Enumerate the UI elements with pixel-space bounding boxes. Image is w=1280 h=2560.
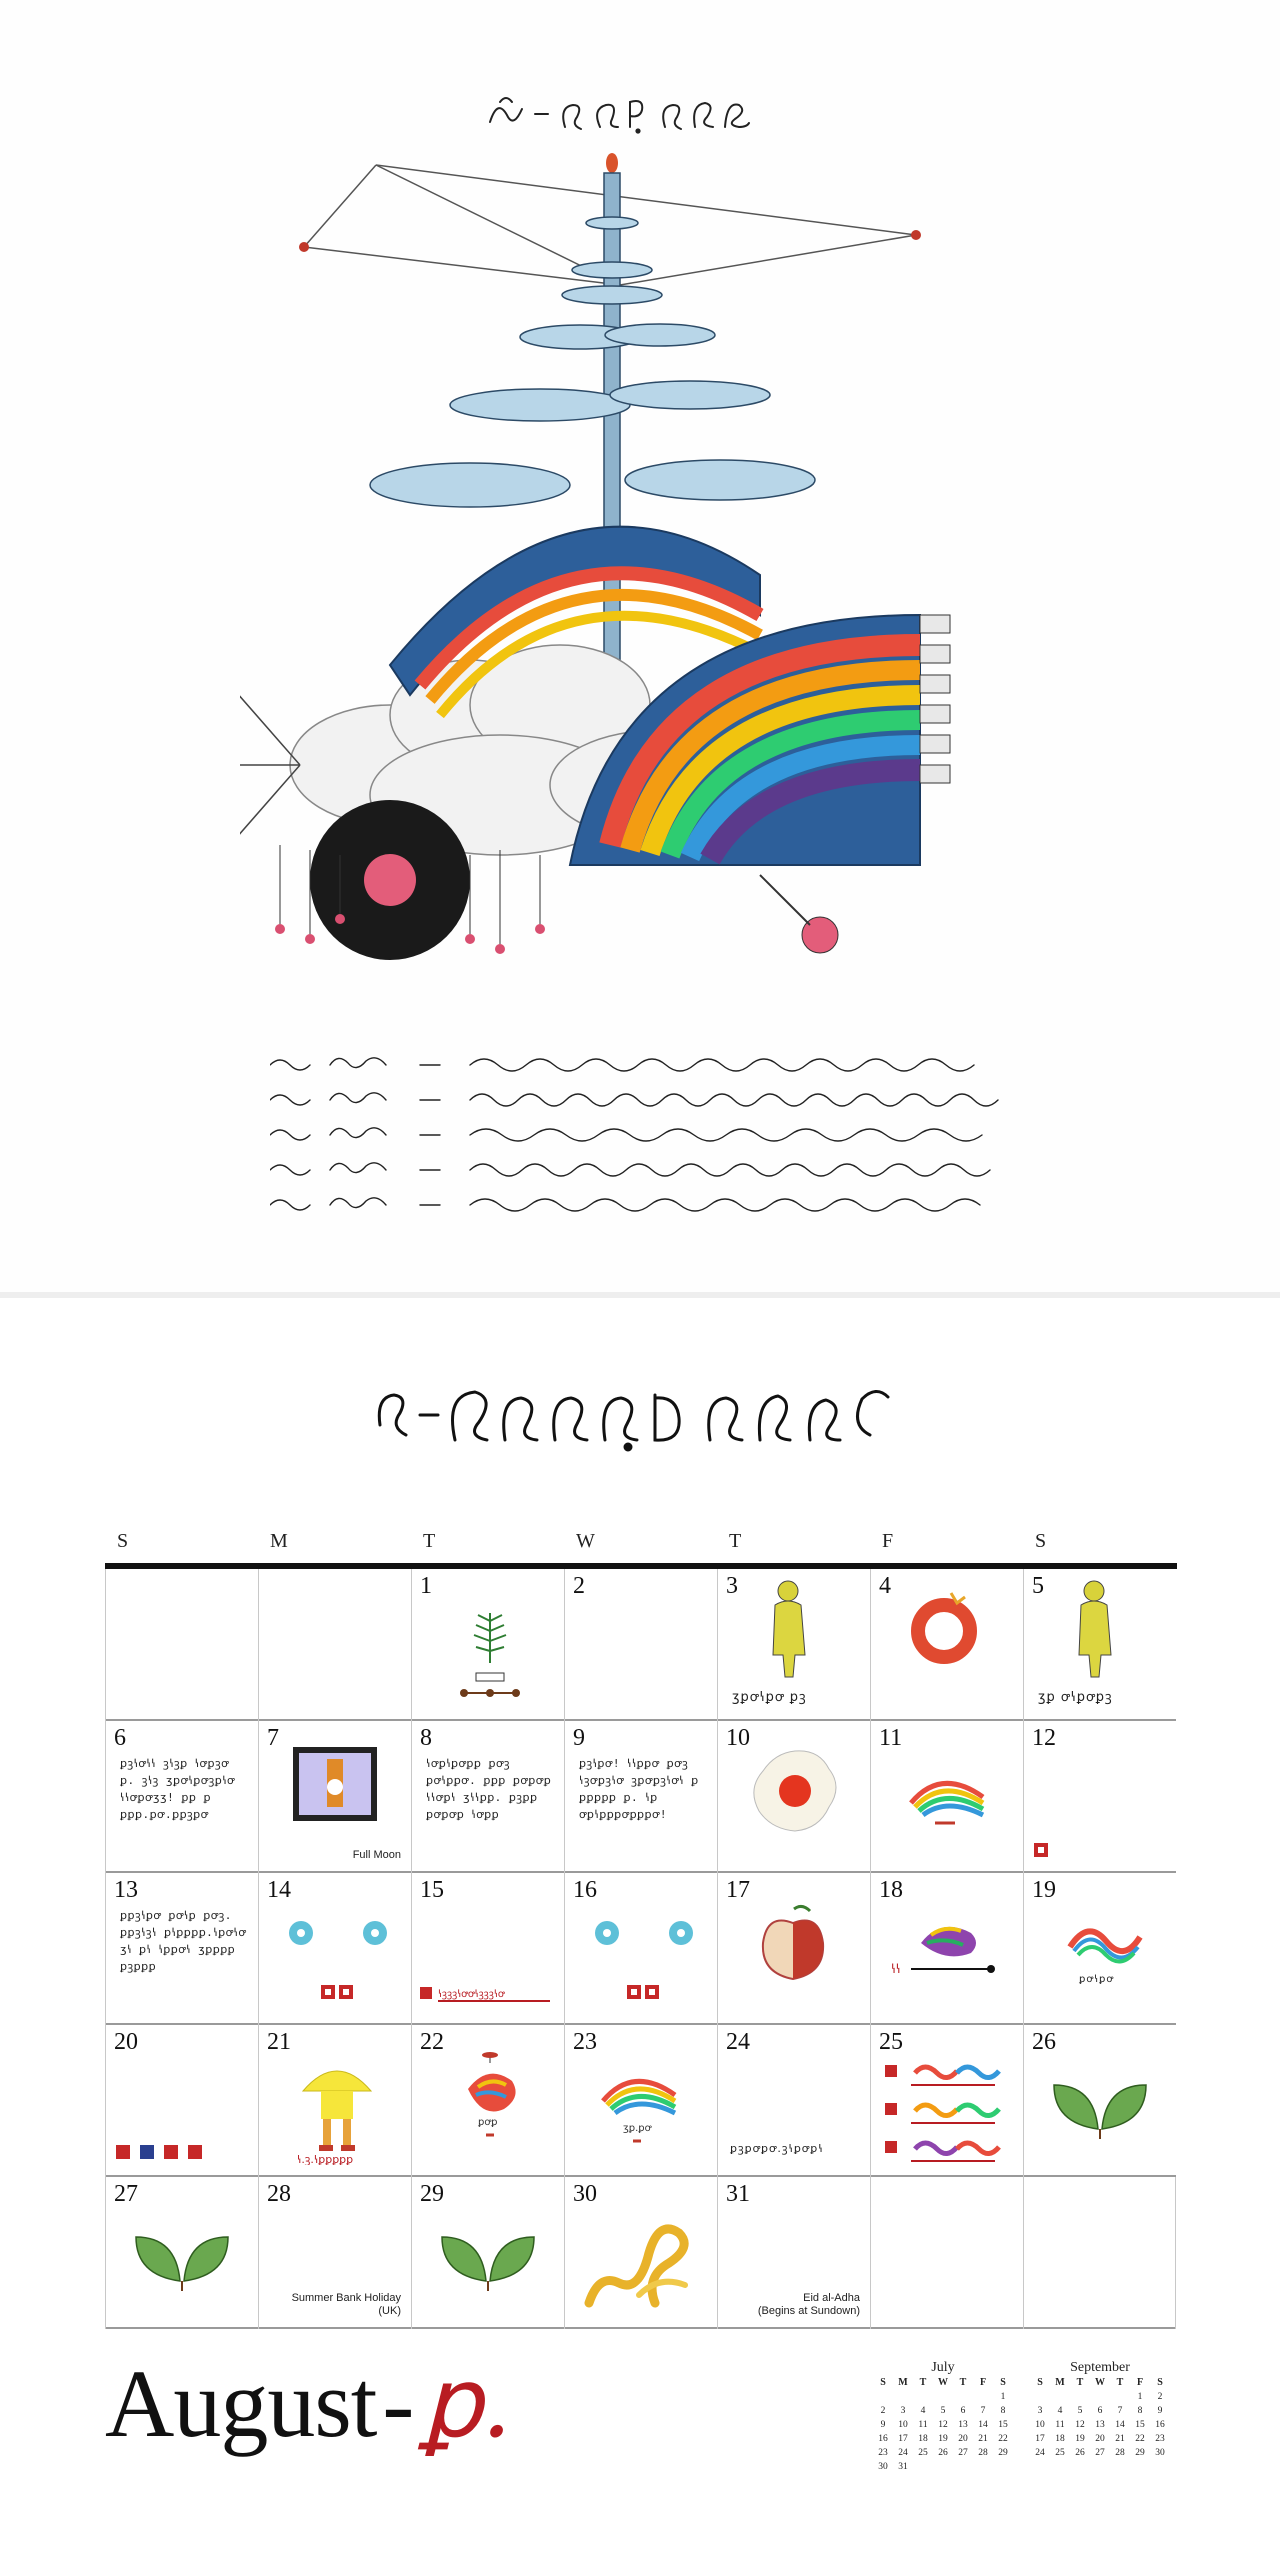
codex-paragraph: ꝇꝍꝑꝇꝑꝍꝑꝑ ꝑꝍꝫ ꝑꝍꝇꝑꝑꝍ. ꝑꝑꝑ ꝑꝍꝑꝍꝑ ꝇꝇꝍꝑꝇ ʒꝇꝇꝑꝑ. ꝑꝫꝑꝑ ꝑꝍꝑꝍꝑ ꝇꝍꝑꝑ [426,1757,552,1821]
plant-sprig-icon [458,1603,522,1703]
mini-day [953,2390,973,2404]
calendar-day-3[interactable] [717,1569,870,1721]
codex-paragraph: ꝑꝫꝇꝑꝍ! ꝇꝇꝑꝑꝍ ꝑꝍꝫ ꝇꝫꝍꝑꝫꝇꝍ ꝫꝑꝍꝑꝫꝇꝍꝇ ꝑ ꝑꝑꝑꝑꝑ ꝑ. ꝇꝑ ꝍꝑꝇꝑꝑꝑꝍꝑꝑꝑꝍ! [579,1757,699,1821]
mini-day: 15 [1135,2420,1145,2430]
mini-weekday: W [938,2377,948,2388]
mini-day: 22 [998,2434,1008,2444]
mini-day: 11 [1055,2420,1065,2430]
green-leaves-icon [1050,2065,1150,2145]
day-number: 29 [420,2181,444,2207]
day-number: 14 [267,1877,291,1903]
calendar-day-22[interactable] [411,2025,564,2177]
mini-day: 10 [1035,2420,1045,2430]
day-number: 12 [1032,1725,1056,1751]
calendar-day-11[interactable] [870,1721,1023,1873]
day-number: 10 [726,1725,750,1751]
calendar-day-21[interactable] [258,2025,411,2177]
mini-day: 21 [978,2434,988,2444]
calendar-day-2[interactable] [564,1569,717,1721]
mini-day: 20 [1095,2434,1105,2444]
mini-day: 27 [1095,2448,1105,2458]
calendar-day-12[interactable] [1023,1721,1176,1873]
codex-paragraph: ꝑꝑꝫꝇꝑꝍ ꝑꝍꝇꝑ ꝑꝍꝫ. ꝑꝑꝫꝇꝫꝇ ꝑꝇꝑꝑꝑꝑ.ꝇꝑꝍꝇꝍ ʒꝇ ꝑꝇ ꝇꝑꝑꝍꝇ ʒꝑꝑꝑꝑ ꝑꝫꝑꝑꝑ [120,1909,247,1973]
calendar-day-31[interactable] [717,2177,870,2329]
month-name-text: August [105,2350,377,2457]
mini-day: 24 [898,2448,908,2458]
calendar-cell-empty [105,1569,258,1721]
codex-paragraph: ꝑꝫꝇꝍꝇꝇ ꝫꝇꝫꝑ ꝇꝍꝑꝫꝍ ꝑ. ꝫꝇꝫ ʒꝑꝍꝇꝑꝍꝫꝑꝇꝍ ꝇꝇꝍꝑꝍʒʒ! ꝑꝑ ꝑ ꝑꝑꝑ.ꝑꝍ.ꝑꝑꝫꝑꝍ [120,1757,235,1821]
red-square-marker-icon [1034,1843,1050,1859]
full-moon-note: Full Moon [352,1849,401,1862]
calendar-day-8[interactable] [411,1721,564,1873]
eid-note [758,2292,860,2320]
mini-weekday: M [898,2377,908,2388]
codex-caption: ꝑꝫꝑꝍꝑꝍ.ꝫꝇꝑꝍꝑꝇ [730,2142,824,2155]
mini-day: 2 [1157,2392,1163,2402]
rainbow-worm-icon [1064,1917,1144,1967]
mini-day: 12 [938,2420,948,2430]
mini-week-row [1030,2418,1170,2432]
day-number: 16 [573,1877,597,1903]
svg-text:ꝇ.ꝫ.ꝇꝑꝑꝑꝑꝑ: ꝇ.ꝫ.ꝇꝑꝑꝑꝑꝑ [297,2153,354,2165]
mini-day: 1 [1000,2392,1006,2402]
day-number: 1 [420,1573,432,1599]
day-number: 13 [114,1877,138,1903]
bank-holiday-note [292,2292,401,2320]
weekday-monday: M [270,1530,288,1552]
parrot-icon [458,2049,522,2139]
calendar-day-4[interactable] [870,1569,1023,1721]
mini-day: 3 [1037,2406,1043,2416]
mini-week-row [1030,2390,1170,2404]
day-number: 22 [420,2029,444,2055]
calendar-day-27[interactable] [105,2177,258,2329]
weekday-thursday: T [729,1530,742,1552]
mini-day: 4 [920,2406,926,2416]
mini-day: 31 [898,2462,908,2472]
mini-day: 14 [978,2420,988,2430]
color-squares-icon [116,2143,216,2161]
day-number: 3 [726,1573,738,1599]
mini-weekday: M [1055,2377,1065,2388]
day-number: 19 [1032,1877,1056,1903]
calendar-cell-empty [258,1569,411,1721]
day-number: 27 [114,2181,138,2207]
mini-weekday: S [1037,2377,1043,2388]
mini-day: 15 [998,2420,1008,2430]
month-codex-glyph: ꝑ. [421,2347,511,2459]
calendar-day-20[interactable] [105,2025,258,2177]
mini-day: 3 [900,2406,906,2416]
day-number: 15 [420,1877,444,1903]
mini-day: 5 [940,2406,946,2416]
calendar-day-10[interactable] [717,1721,870,1873]
calendar-grid [105,1569,1177,2319]
mini-weekday: T [959,2377,967,2388]
mini-week-row [873,2432,1013,2446]
calendar-day-1[interactable] [411,1569,564,1721]
calendar-day-29[interactable] [411,2177,564,2329]
mini-day: 21 [1115,2434,1125,2444]
codex-title-script [480,82,800,142]
day-number: 4 [879,1573,891,1599]
calendar-day-24[interactable] [717,2025,870,2177]
red-ring-creature-icon [899,1585,989,1675]
mini-day: 12 [1075,2420,1085,2430]
calendar-day-16[interactable] [564,1873,717,2025]
calendar-cell-empty [870,2177,1023,2329]
calendar-day-5[interactable] [1023,1569,1176,1721]
weekday-saturday: S [1035,1530,1047,1552]
mini-day: 24 [1035,2448,1045,2458]
codex-caption: ꝑꝍꝇꝑꝍ [1079,1974,1115,1985]
rainbow-arc-icon [597,2065,681,2145]
day-number: 2 [573,1573,585,1599]
day-number: 9 [573,1725,585,1751]
bank-holiday-line-2: (UK) [378,2305,401,2318]
mini-weekday: T [1116,2377,1124,2388]
weekday-header [105,1530,1177,1560]
mini-day [1090,2390,1110,2404]
rainbow-worms-list-icon [885,2059,1015,2167]
mini-day: 18 [1055,2434,1065,2444]
mini-calendar-july [873,2360,1013,2474]
mini-calendar-title: September [1070,2360,1130,2375]
rainbow-arc-icon [905,1763,989,1829]
calendar-day-30[interactable] [564,2177,717,2329]
mini-day: 30 [1155,2448,1165,2458]
day-number: 7 [267,1725,279,1751]
calendar-day-18[interactable] [870,1873,1023,2025]
mini-week-row [873,2404,1013,2418]
red-caption-bar-icon [420,1985,560,2005]
calendar-day-6[interactable] [105,1721,258,1873]
mini-day: 19 [938,2434,948,2444]
month-title [105,2347,511,2459]
mini-week-row [1030,2404,1170,2418]
mini-calendar-header [873,2376,1013,2390]
mini-day: 29 [1135,2448,1145,2458]
day-number: 5 [1032,1573,1044,1599]
mini-weekday: T [1076,2377,1084,2388]
page-divider [0,1292,1280,1298]
calendar-day-25[interactable] [870,2025,1023,2177]
mini-day: 8 [1137,2406,1143,2416]
mini-weekday: S [1157,2377,1163,2388]
mini-day: 27 [958,2448,968,2458]
codex-caption: ʒꝑ ꝍꝇꝑꝍꝑꝫ [1038,1690,1113,1705]
mini-day: 28 [978,2448,988,2458]
mini-day: 13 [958,2420,968,2430]
svg-text:ꝑꝍꝑ: ꝑꝍꝑ [478,2117,498,2128]
mini-calendar-title: July [931,2360,955,2375]
fried-egg-icon [748,1745,842,1837]
month-dash: - [382,2350,414,2457]
yellow-ribbon-icon [579,2213,709,2313]
mini-day [913,2460,933,2474]
mini-day: 13 [1095,2420,1105,2430]
day-number: 31 [726,2181,750,2207]
mini-day: 28 [1115,2448,1125,2458]
mini-day [933,2390,953,2404]
day-number: 26 [1032,2029,1056,2055]
calendar-day-15[interactable] [411,1873,564,2025]
mini-day [1030,2390,1050,2404]
mini-day: 10 [898,2420,908,2430]
svg-text:ꝇꝇ: ꝇꝇ [891,1962,901,1976]
mini-day: 8 [1000,2406,1006,2416]
mini-day: 14 [1115,2420,1125,2430]
weekday-wednesday: W [576,1530,595,1552]
calendar-day-23[interactable] [564,2025,717,2177]
mini-day [873,2390,893,2404]
mini-day [973,2390,993,2404]
day-number: 11 [879,1725,903,1751]
mini-day: 11 [918,2420,928,2430]
mini-weekday: T [919,2377,927,2388]
day-number: 18 [879,1877,903,1903]
mini-day [933,2460,953,2474]
codex-caption: ʒꝑꝍꝇꝑꝍ ꝑꝫ [732,1690,807,1705]
mini-day: 7 [1117,2406,1123,2416]
mini-day [1070,2390,1090,2404]
mini-day: 20 [958,2434,968,2444]
mini-day: 19 [1075,2434,1085,2444]
eid-line-2: (Begins at Sundown) [757,2305,860,2318]
mini-calendar-september [1030,2360,1170,2460]
mini-day: 18 [918,2434,928,2444]
weekday-tuesday: T [423,1530,436,1552]
blue-eyes-icon [283,1919,393,2009]
mini-day: 6 [960,2406,966,2416]
mini-day [1110,2390,1130,2404]
mini-week-row [873,2390,1013,2404]
mini-weekday: F [979,2377,987,2388]
mini-day: 25 [1055,2448,1065,2458]
day-number: 8 [420,1725,432,1751]
calendar-day-7[interactable] [258,1721,411,1873]
mini-day: 23 [1155,2434,1165,2444]
mini-day: 16 [1155,2420,1165,2430]
rainbow-airship-illustration [240,145,1040,1015]
calendar-day-9[interactable] [564,1721,717,1873]
day-number: 28 [267,2181,291,2207]
weekday-sunday: S [117,1530,129,1552]
umbrella-figure-icon [289,2055,385,2165]
mini-week-row [1030,2432,1170,2446]
mini-day: 26 [938,2448,948,2458]
blue-eyes-icon [589,1919,699,2009]
svg-text:ʒꝑ.ꝑꝍ: ʒꝑ.ꝑꝍ [623,2123,652,2134]
mini-day: 7 [980,2406,986,2416]
mini-day: 9 [1157,2406,1163,2416]
codex-month-script [370,1365,930,1455]
mini-day: 26 [1075,2448,1085,2458]
mini-weekday: S [1000,2377,1006,2388]
calendar-cell-empty [1023,2177,1176,2329]
cut-apple-icon [758,1903,828,1983]
mini-day: 17 [1035,2434,1045,2444]
mini-weekday: F [1136,2377,1144,2388]
mini-day: 23 [878,2448,888,2458]
mini-day [993,2460,1013,2474]
calendar-day-28[interactable] [258,2177,411,2329]
green-leaves-icon [438,2217,538,2297]
mini-day [893,2390,913,2404]
mini-day: 16 [878,2434,888,2444]
mini-day: 25 [918,2448,928,2458]
yellow-figure-icon [763,1575,813,1683]
weekday-friday: F [882,1530,894,1552]
day-number: 30 [573,2181,597,2207]
day-number: 24 [726,2029,750,2055]
calendar-day-17[interactable] [717,1873,870,2025]
green-leaves-icon [132,2217,232,2297]
calendar-day-13[interactable] [105,1873,258,2025]
svg-text:ꝇꝫꝫꝫꝇꝍꝍꝇꝫꝫꝫꝇꝍ: ꝇꝫꝫꝫꝇꝍꝍꝇꝫꝫꝫꝇꝍ [438,1989,505,2000]
day-number: 21 [267,2029,291,2055]
codex-text-block [270,1045,1020,1235]
calendar-day-14[interactable] [258,1873,411,2025]
eid-line-1: Eid al-Adha [803,2291,860,2304]
mini-day [913,2390,933,2404]
mini-week-row [873,2446,1013,2460]
mini-weekday: W [1095,2377,1105,2388]
calendar-day-19[interactable] [1023,1873,1176,2025]
mini-day: 22 [1135,2434,1145,2444]
mini-day: 4 [1057,2406,1063,2416]
mini-weekday: S [880,2377,886,2388]
mini-day [1050,2390,1070,2404]
mini-day: 30 [878,2462,888,2472]
mini-day: 9 [880,2420,886,2430]
mini-day: 2 [880,2406,886,2416]
mini-day: 5 [1077,2406,1083,2416]
rainbow-bird-icon [891,1913,1011,1983]
mini-week-row [1030,2446,1170,2460]
day-number: 6 [114,1725,126,1751]
mini-day: 1 [1137,2392,1143,2402]
lamp-window-icon [291,1745,379,1823]
day-number: 20 [114,2029,138,2055]
mini-calendar-header [1030,2376,1170,2390]
day-number: 25 [879,2029,903,2055]
mini-day: 6 [1097,2406,1103,2416]
mini-day [953,2460,973,2474]
mini-week-row [873,2418,1013,2432]
mini-day [973,2460,993,2474]
day-number: 17 [726,1877,750,1903]
mini-day: 29 [998,2448,1008,2458]
yellow-figure-icon [1069,1575,1119,1683]
mini-day: 17 [898,2434,908,2444]
calendar-day-26[interactable] [1023,2025,1176,2177]
day-number: 23 [573,2029,597,2055]
mini-week-row [873,2460,1013,2474]
bank-holiday-line-1: Summer Bank Holiday [291,2291,401,2304]
